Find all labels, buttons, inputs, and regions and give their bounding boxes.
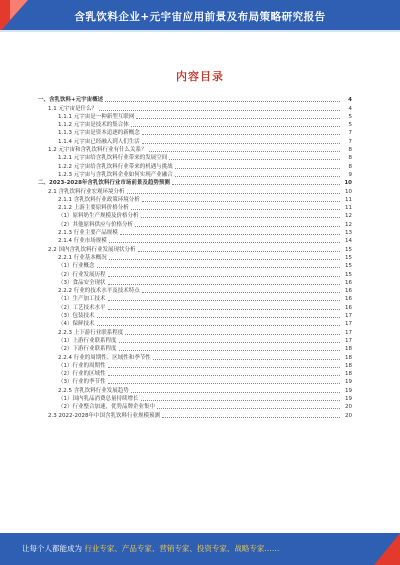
toc-entry-page: 8 bbox=[348, 147, 352, 154]
table-of-contents bbox=[38, 96, 352, 420]
toc-entry-page: 12 bbox=[345, 213, 352, 220]
toc-entry-page: 7 bbox=[348, 130, 352, 137]
toc-entry[interactable] bbox=[38, 137, 352, 145]
toc-entry-page: 9 bbox=[348, 171, 352, 178]
toc-entry[interactable] bbox=[38, 154, 352, 162]
toc-entry[interactable] bbox=[38, 386, 352, 394]
toc-entry[interactable] bbox=[38, 96, 352, 104]
toc-entry[interactable] bbox=[38, 171, 352, 179]
toc-leader-dots bbox=[135, 226, 340, 227]
toc-entry-page: 12 bbox=[345, 221, 352, 228]
toc-entry-page: 5 bbox=[348, 122, 352, 129]
toc-entry-label: 1.1 元宇宙是什么？ bbox=[48, 105, 97, 112]
toc-entry-page: 10 bbox=[344, 180, 352, 187]
toc-leader-dots bbox=[131, 126, 340, 127]
footer-decoration-triangle bbox=[374, 533, 400, 565]
toc-entry[interactable] bbox=[38, 312, 352, 320]
toc-entry-label: （2）下游行业联系程度 bbox=[58, 346, 117, 353]
toc-leader-dots bbox=[108, 375, 341, 376]
toc-entry[interactable] bbox=[38, 362, 352, 370]
toc-entry[interactable] bbox=[38, 121, 352, 129]
toc-entry-label: 二、2023-2028年含乳饮料行业市场前景及趋势预测 bbox=[38, 180, 170, 187]
toc-entry[interactable] bbox=[38, 113, 352, 121]
toc-leader-dots bbox=[97, 325, 341, 326]
toc-entry-label: （1）国内乳品消费总量持续增长 bbox=[58, 395, 139, 402]
toc-entry-page: 15 bbox=[345, 263, 352, 270]
toc-entry[interactable] bbox=[38, 196, 352, 204]
toc-entry-page: 5 bbox=[348, 113, 352, 120]
toc-entry-label: 1.2.3 元宇宙与含乳饮料企业如何实现产业融合 bbox=[58, 171, 173, 178]
toc-entry[interactable] bbox=[38, 129, 352, 137]
toc-entry[interactable] bbox=[38, 279, 352, 287]
toc-entry-label: （1）上游行业联系程度 bbox=[58, 337, 117, 344]
toc-leader-dots bbox=[149, 151, 341, 152]
toc-leader-dots bbox=[109, 259, 340, 260]
toc-leader-dots bbox=[153, 359, 340, 360]
header-banner bbox=[0, 0, 400, 32]
toc-leader-dots bbox=[141, 217, 340, 218]
toc-entry[interactable] bbox=[38, 378, 352, 386]
toc-entry-label: 2.1.4 行业市场规模 bbox=[58, 238, 107, 245]
toc-entry-page: 17 bbox=[345, 329, 352, 336]
toc-entry-label: 1.1.1 元宇宙是一种新型互联网 bbox=[58, 113, 135, 120]
toc-entry-page: 14 bbox=[345, 238, 352, 245]
toc-leader-dots bbox=[141, 400, 340, 401]
toc-entry-page: 4 bbox=[348, 97, 352, 104]
toc-entry[interactable] bbox=[38, 353, 352, 361]
toc-entry-page: 16 bbox=[345, 279, 352, 286]
toc-entry[interactable] bbox=[38, 403, 352, 411]
toc-entry-page: 17 bbox=[345, 313, 352, 320]
toc-entry-page: 20 bbox=[345, 412, 352, 419]
toc-leader-dots bbox=[131, 209, 340, 210]
toc-leader-dots bbox=[162, 417, 340, 418]
toc-entry-label: 2.2 国内含乳饮料行业发展现状分析 bbox=[48, 246, 136, 253]
toc-leader-dots bbox=[125, 334, 340, 335]
toc-leader-dots bbox=[108, 367, 341, 368]
toc-leader-dots bbox=[127, 193, 341, 194]
header-stripe bbox=[0, 30, 400, 32]
toc-entry[interactable] bbox=[38, 187, 352, 195]
toc-leader-dots bbox=[138, 251, 341, 252]
toc-leader-dots bbox=[108, 284, 341, 285]
toc-entry-page: 18 bbox=[345, 354, 352, 361]
toc-entry-label: （1）行业的周期性 bbox=[58, 362, 106, 369]
toc-leader-dots bbox=[120, 234, 340, 235]
toc-leader-dots bbox=[108, 276, 341, 277]
toc-entry-page: 4 bbox=[348, 105, 352, 112]
toc-entry[interactable] bbox=[38, 270, 352, 278]
toc-entry-label: 2.2.4 行业的周期性、区域性和季节性 bbox=[58, 354, 151, 361]
toc-entry-label: （2）行业发展历程 bbox=[58, 271, 106, 278]
toc-entry-page: 19 bbox=[345, 387, 352, 394]
toc-entry-page: 15 bbox=[345, 246, 352, 253]
toc-entry-page: 18 bbox=[345, 362, 352, 369]
toc-entry-page: 20 bbox=[345, 404, 352, 411]
toc-leader-dots bbox=[109, 242, 340, 243]
toc-entry[interactable] bbox=[38, 212, 352, 220]
toc-entry[interactable] bbox=[38, 262, 352, 270]
toc-entry-page: 15 bbox=[345, 254, 352, 261]
footer-slogan-highlight: 行业专家、产品专家、营销专家、投资专家、战略专家…… bbox=[84, 544, 280, 553]
toc-entry-label: 一、含乳饮料+元宇宙概述 bbox=[38, 97, 104, 104]
report-title: 含乳饮料企业+元宇宙应用前景及布局策略研究报告 bbox=[74, 11, 326, 23]
toc-entry-page: 8 bbox=[348, 163, 352, 170]
toc-entry-page: 16 bbox=[345, 288, 352, 295]
toc-leader-dots bbox=[172, 184, 340, 185]
toc-entry-label: 2.2.1 行业基本概况 bbox=[58, 254, 107, 261]
toc-entry[interactable] bbox=[38, 411, 352, 419]
toc-entry[interactable] bbox=[38, 146, 352, 154]
toc-entry-page: 7 bbox=[348, 138, 352, 145]
toc-entry-page: 16 bbox=[345, 304, 352, 311]
toc-entry-label: 1.2.1 元宇宙给含乳饮料行业带来的发展空间 bbox=[58, 155, 168, 162]
toc-entry-label: 1.1.3 元宇宙是资本追逐的新概念 bbox=[58, 130, 140, 137]
toc-entry-page: 19 bbox=[345, 395, 352, 402]
toc-leader-dots bbox=[97, 267, 341, 268]
toc-entry-page: 17 bbox=[345, 321, 352, 328]
toc-entry-page: 17 bbox=[345, 337, 352, 344]
toc-entry-page: 18 bbox=[345, 346, 352, 353]
toc-entry[interactable] bbox=[38, 254, 352, 262]
toc-entry-label: （2）行业整合加速，优势品牌企业集中 bbox=[58, 404, 156, 411]
toc-entry[interactable] bbox=[38, 287, 352, 295]
toc-entry-label: （2）工艺技术水平 bbox=[58, 304, 106, 311]
toc-entry-label: （1）生产加工技术 bbox=[58, 296, 106, 303]
toc-entry-label: （3）包装技术 bbox=[58, 313, 95, 320]
toc-entry[interactable] bbox=[38, 245, 352, 253]
toc-entry-label: （2）其他原料供应与价格分析 bbox=[58, 221, 134, 228]
toc-leader-dots bbox=[131, 392, 340, 393]
toc-leader-dots bbox=[157, 408, 340, 409]
toc-entry[interactable] bbox=[38, 295, 352, 303]
footer-slogan-prefix: 让每个人都能成为 bbox=[22, 544, 82, 553]
toc-leader-dots bbox=[119, 350, 340, 351]
toc-entry-page: 11 bbox=[345, 205, 352, 212]
toc-entry[interactable] bbox=[38, 395, 352, 403]
toc-leader-dots bbox=[108, 383, 341, 384]
toc-entry-page: 8 bbox=[348, 155, 352, 162]
toc-entry-label: 2.2.3 上下游行业联系程度 bbox=[58, 329, 124, 336]
toc-leader-dots bbox=[136, 118, 340, 119]
toc-entry[interactable] bbox=[38, 162, 352, 170]
toc-entry-label: 2.1 含乳饮料行业宏观环境分析 bbox=[48, 188, 125, 195]
toc-entry[interactable] bbox=[38, 204, 352, 212]
toc-leader-dots bbox=[175, 176, 340, 177]
toc-entry-label: （3）食品安全现状 bbox=[58, 279, 106, 286]
toc-leader-dots bbox=[142, 292, 340, 293]
toc-entry-page: 18 bbox=[345, 371, 352, 378]
toc-entry-label: （2）行业的区域性 bbox=[58, 371, 106, 378]
toc-leader-dots bbox=[175, 168, 340, 169]
toc-leader-dots bbox=[142, 134, 340, 135]
toc-leader-dots bbox=[119, 342, 340, 343]
toc-entry-label: 1.1.4 元宇宙已经融入到人们生活 bbox=[58, 138, 140, 145]
toc-leader-dots bbox=[142, 201, 340, 202]
toc-leader-dots bbox=[142, 143, 340, 144]
toc-entry-page: 15 bbox=[345, 271, 352, 278]
toc-entry-label: 2.2.5 含乳饮料行业发展趋势 bbox=[58, 387, 129, 394]
toc-entry[interactable] bbox=[38, 237, 352, 245]
toc-entry[interactable] bbox=[38, 104, 352, 112]
toc-entry-label: （3）行业的季节性 bbox=[58, 379, 106, 386]
toc-entry[interactable] bbox=[38, 179, 352, 187]
footer-banner bbox=[0, 533, 400, 565]
toc-entry[interactable] bbox=[38, 345, 352, 353]
toc-entry-label: 2.2.2 行业的技术水平及技术特点 bbox=[58, 288, 140, 295]
toc-entry-page: 16 bbox=[345, 296, 352, 303]
toc-leader-dots bbox=[99, 110, 340, 111]
toc-entry-label: 2.3 2022-2028年中国含乳饮料行业规模预测 bbox=[48, 412, 160, 419]
toc-leader-dots bbox=[108, 300, 341, 301]
toc-entry[interactable] bbox=[38, 320, 352, 328]
toc-entry[interactable] bbox=[38, 303, 352, 311]
toc-entry-label: （1）原料奶生产规模及价格分析 bbox=[58, 213, 139, 220]
toc-entry[interactable] bbox=[38, 370, 352, 378]
toc-entry-page: 11 bbox=[345, 196, 352, 203]
toc-entry[interactable] bbox=[38, 337, 352, 345]
toc-leader-dots bbox=[97, 317, 341, 318]
toc-entry-label: （4）保鲜技术 bbox=[58, 321, 95, 328]
toc-leader-dots bbox=[169, 159, 340, 160]
toc-entry-page: 10 bbox=[345, 188, 352, 195]
toc-entry-label: 1.1.2 元宇宙是技术的集合体 bbox=[58, 122, 129, 129]
toc-entry-label: 2.1.1 含乳饮料行业政策环境分析 bbox=[58, 196, 140, 203]
toc-entry-label: 1.2 元宇宙和含乳饮料行业有什么关系？ bbox=[48, 147, 147, 154]
toc-entry[interactable] bbox=[38, 328, 352, 336]
toc-entry-label: 2.1.3 行业主要产品规模 bbox=[58, 230, 118, 237]
footer-slogan bbox=[22, 543, 279, 554]
toc-entry-page: 13 bbox=[345, 230, 352, 237]
toc-heading: 内容目录 bbox=[176, 70, 224, 83]
toc-entry[interactable] bbox=[38, 229, 352, 237]
toc-leader-dots bbox=[108, 309, 341, 310]
toc-entry-label: （1）行业概念 bbox=[58, 263, 95, 270]
toc-entry-label: 2.1.2 上游主要原料价格分析 bbox=[58, 205, 129, 212]
toc-entry-label: 1.2.2 元宇宙给含乳饮料行业带来的机遇与挑战 bbox=[58, 163, 173, 170]
toc-entry-page: 19 bbox=[345, 379, 352, 386]
toc-entry[interactable] bbox=[38, 220, 352, 228]
toc-leader-dots bbox=[105, 101, 340, 102]
